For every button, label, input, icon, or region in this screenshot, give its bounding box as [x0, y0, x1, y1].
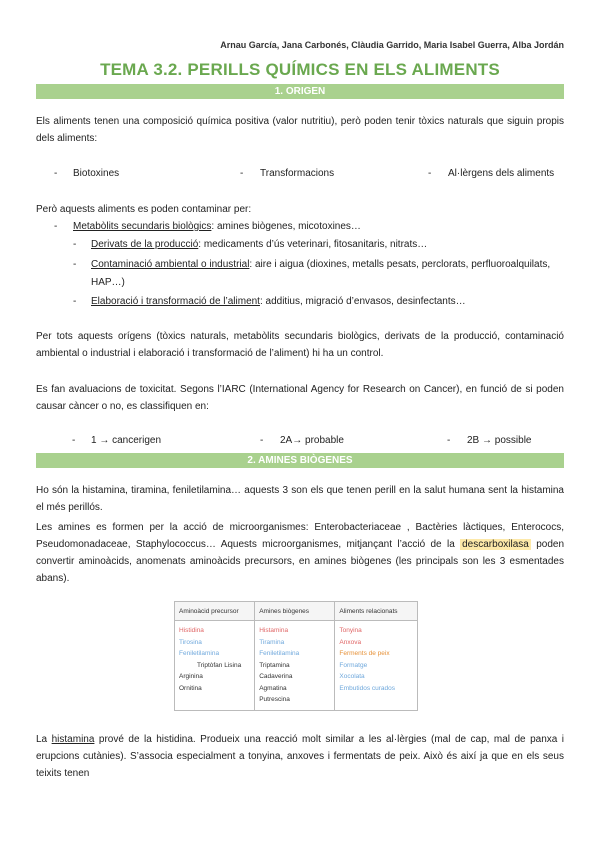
cell-item: Tiramina — [259, 638, 285, 646]
list-item: Transformacions — [260, 168, 335, 179]
histamina-paragraph — [36, 731, 564, 782]
term-elaboracio-text: : additius, migració d’envasos, desinfectants… — [259, 296, 466, 307]
cell-item: Formatge — [339, 661, 368, 669]
list-item-derivats — [91, 236, 564, 253]
histamina-p-text: prové de la histidina. Produeix una reacció molt similar a les al·lèrgies (mal de cap, mal de panxa i erupcions cutànies). S’associa especialment a tonyina, anxoves i fermentats de peix. Això és així ja que en els seus teixits tenen — [36, 734, 565, 779]
cell-item: Putrescina — [259, 696, 290, 703]
cell-item: Anxova — [339, 638, 362, 646]
cell-item: Tirosina — [179, 638, 202, 646]
amines-p2-text-after: poden convertir aminoàcids, anomenats aminoàcids precursors, en amines biògenes (les principals son les 3 esmentades abans). — [36, 539, 565, 584]
authors-line: Arnau García, Jana Carbonés, Clàudia Garrido, Maria Isabel Guerra, Alba Jordán — [220, 40, 564, 50]
term-contaminacio-text: : aire i aigua (dioxines, metalls pesats, perclorats, perfluoroalquilats, — [249, 259, 551, 270]
cell-item: Feniletilamina — [179, 650, 220, 657]
term-metabolits: Metabòlits secundaris biològics — [73, 221, 212, 232]
cell-item: Histamina — [259, 627, 289, 634]
list-item: 1 → cancerigen — [91, 435, 162, 446]
bullet-dash: - — [54, 168, 58, 179]
bullet-dash: - — [260, 435, 264, 446]
intro-paragraph: Els aliments tenen una composició química positiva (valor nutritiu), però poden tenir tòxics naturals que siguin propis dels aliments: — [36, 116, 564, 144]
contamination-intro: Però aquests aliments es poden contaminar per: — [36, 204, 252, 215]
bullet-dash: - — [73, 259, 77, 270]
histamina-p-start: La — [36, 734, 48, 745]
highlight-descarboxilasa: descarboxilasa — [462, 539, 529, 550]
cell-item: Triptamina — [259, 661, 290, 669]
section-heading-amines: 2. AMINES BIÒGENES — [36, 453, 564, 468]
cell-item: Arginina — [179, 673, 203, 680]
table-cell-amines — [255, 621, 335, 711]
term-metabolits-text: : amines biògenes, micotoxines… — [211, 221, 361, 232]
list-item: Biotoxines — [73, 168, 120, 179]
cell-item: Feniletilamina — [259, 650, 300, 657]
cell-item: Triptòfan Lisina — [197, 661, 242, 669]
cell-item: Xocolata — [339, 673, 365, 680]
table-header: Amines biògenes — [255, 602, 335, 621]
control-paragraph: Per tots aquests orígens (tòxics naturals, metabòlits secundaris biològics, derivats de la producció, contaminació ambiental o industrial i elaboració i transformació de l’aliment) hi ha un control. — [36, 331, 564, 359]
cell-item: Ornitina — [179, 684, 202, 692]
term-derivats: Derivats de la producció — [91, 239, 199, 250]
term-contaminacio: Contaminació ambiental o industrial — [91, 259, 250, 270]
amines-table — [174, 601, 418, 711]
list-item-continuation: HAP…) — [91, 277, 125, 288]
list-item: 2B → possible — [467, 435, 532, 446]
bullet-dash: - — [72, 435, 76, 446]
list-item-metabolits — [73, 218, 563, 235]
bullet-dash: - — [240, 168, 244, 179]
amines-paragraph-2 — [36, 519, 564, 587]
table-cell-foods — [335, 621, 418, 711]
bullet-dash: - — [428, 168, 432, 179]
cell-item: Histidina — [179, 627, 204, 634]
bullet-dash: - — [73, 239, 77, 250]
term-elaboracio: Elaboració i transformació de l’aliment — [91, 296, 260, 307]
page-title: TEMA 3.2. PERILLS QUÍMICS EN ELS ALIMENTS — [100, 60, 500, 79]
cell-item: Embutidos curados — [339, 684, 396, 692]
bullet-dash: - — [447, 435, 451, 446]
list-item: 2A→ probable — [280, 435, 344, 446]
table-header: Aminoàcid precursor — [175, 602, 255, 621]
bullet-dash: - — [73, 296, 77, 307]
bullet-dash: - — [54, 221, 58, 232]
iarc-paragraph: Es fan avaluacions de toxicitat. Segons l’IARC (International Agency for Research on Cancer), en funció de si poden causar càncer o no, es classifiquen en: — [36, 384, 564, 412]
amines-paragraph-1: Ho són la histamina, tiramina, feniletilamina… aquests 3 son els que tenen perill en la salut humana sent la histamina el més perillós. — [36, 485, 564, 513]
term-derivats-text: : medicaments d’ús veterinari, fitosanitaris, nitrats… — [198, 239, 428, 250]
section-heading-origen: 1. ORIGEN — [36, 84, 564, 99]
cell-item: Cadaverina — [259, 673, 293, 680]
list-item: Al·lèrgens dels aliments — [448, 168, 555, 179]
term-histamina: histamina — [51, 734, 95, 745]
list-item-contaminacio — [91, 256, 564, 273]
table-cell-precursors — [175, 621, 255, 711]
cell-item: Tonyina — [339, 627, 362, 634]
cell-item: Ferments de peix — [339, 650, 390, 657]
amines-p2-text: Les amines es formen per la acció de microorganismes: Enterobacteriaceae , Bactèries làctiques, Enterococs, Pseudomonadaceae, Staphylococcus… Aquests microorganismes, mitjançant l’acció de la — [36, 522, 564, 550]
list-item-elaboracio — [91, 293, 564, 310]
table-header: Aliments relacionats — [335, 602, 418, 621]
cell-item: Agmatina — [259, 684, 287, 692]
